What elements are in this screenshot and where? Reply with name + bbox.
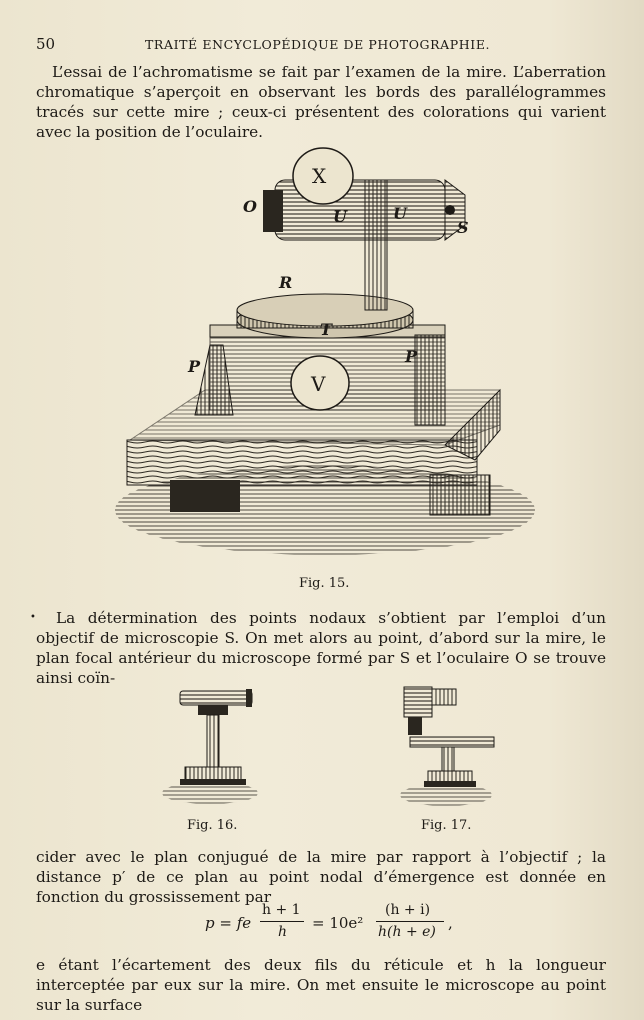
paragraph-achromatism: L’essai de l’achromatisme se fait par l’examen de la mire. L’aberration chromatique s’aperçoit en observant les bords des parallélogrammes tracés sur cette mire ; ceux-ci présentent des colorations qui varient avec la position de l’oculaire. xyxy=(36,63,606,141)
running-title: TRAITÉ ENCYCLOPÉDIQUE DE PHOTOGRAPHIE. xyxy=(145,37,491,52)
figure-17-engraving xyxy=(398,683,498,809)
figure-16-caption: Fig. 16. xyxy=(187,818,238,833)
page-number: 50 xyxy=(36,35,56,53)
figure-15-caption: Fig. 15. xyxy=(299,576,350,591)
base-foot-right xyxy=(430,475,490,515)
label-U-right: U xyxy=(393,204,407,223)
formula-frac1-numerator: h + 1 xyxy=(262,902,301,918)
formula-frac2-denominator: h(h + e) xyxy=(378,924,436,940)
pillar-right xyxy=(415,335,445,425)
label-P-right: P xyxy=(405,347,418,366)
formula-lhs: p = fe xyxy=(205,914,252,932)
formula-frac1-denominator: h xyxy=(278,924,288,940)
formula-middle: = 10e² xyxy=(312,914,364,932)
figure-15-engraving xyxy=(115,140,545,565)
paragraph-nodal-points: La détermination des points nodaux s’obtient par l’emploi d’un objectif de microscopie S. On met alors au point, d’abord sur la mire, le plan focal antérieur du microscope formé par S et l’oculaire O se trouve ainsi coïn- xyxy=(36,609,606,687)
label-T: T xyxy=(320,320,332,339)
label-P-left: P xyxy=(188,357,201,376)
formula-frac2-numerator: (h + i) xyxy=(385,902,431,918)
label-R: R xyxy=(279,273,293,292)
label-U-left: U xyxy=(333,207,347,226)
label-V: V xyxy=(311,372,326,396)
paragraph-reticle: e étant l’écartement des deux fils du réticule et h la longueur interceptée par eux sur la mire. On met ensuite le microscope au point sur la surface xyxy=(36,956,606,1014)
base-front xyxy=(127,440,477,485)
eyepiece xyxy=(263,190,283,232)
margin-dot: • xyxy=(30,612,36,623)
label-S: S xyxy=(457,218,469,237)
figure-16-engraving xyxy=(160,685,260,807)
figure-17-caption: Fig. 17. xyxy=(421,818,472,833)
paragraph-conjugate-plane: cider avec le plan conjugué de la mire par rapport à l’objectif ; la distance p′ de ce plan au point nodal d’émergence est donnée en fonction du grossissement par xyxy=(36,848,606,906)
formula-end: , xyxy=(448,914,453,932)
label-O: O xyxy=(243,197,257,216)
magnification-formula xyxy=(200,900,460,948)
label-X: X xyxy=(312,164,327,188)
base-foot-left xyxy=(170,480,240,512)
